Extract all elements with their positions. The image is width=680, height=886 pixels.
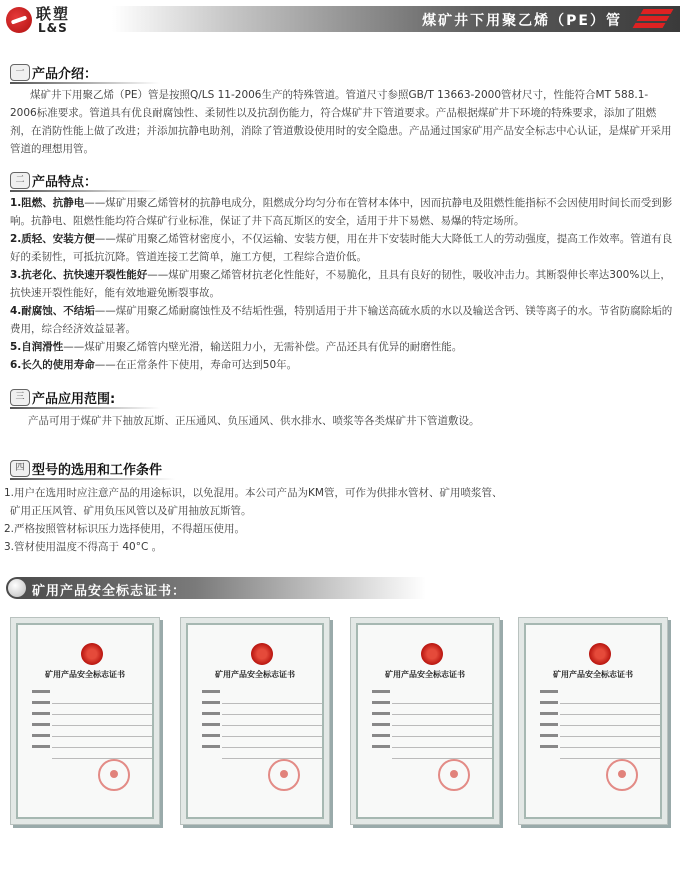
page-header [0, 0, 680, 40]
national-emblem-icon [251, 643, 273, 665]
feature-item: 6.长久的使用寿命——在正常条件下使用，寿命可达到50年。 [10, 359, 298, 371]
section-number: 三 [10, 389, 30, 406]
selection-line: 矿用正压风管、矿用负压风管以及矿用抽放瓦斯管。 [10, 505, 252, 517]
feature-item: 3.抗老化、抗快速开裂性能好——煤矿用聚乙烯管材抗老化性能好，不易脆化，且具有良好的韧性，吸收冲击力。其断裂伸长率达300%以上，抗快速开裂性能好，能有效地避免断裂事故。 [10, 269, 671, 299]
certificate-image [518, 617, 668, 825]
section-number: 四 [10, 460, 30, 477]
official-seal-icon [438, 759, 470, 791]
section-number: 二 [10, 172, 30, 189]
feature-item: 5.自润滑性——煤矿用聚乙烯管内壁光滑，输送阻力小，无需补偿。产品还具有优异的耐磨性能。 [10, 341, 463, 353]
section-number: 一 [10, 64, 30, 81]
certificate-title: 矿用产品安全标志证书 [553, 670, 633, 679]
title-bar [112, 6, 680, 32]
certificates-title: 矿用产品安全标志证书： [32, 584, 187, 599]
official-seal-icon [268, 759, 300, 791]
application-paragraph: 产品可用于煤矿井下抽放瓦斯、正压通风、负压通风、供水排水、喷浆等各类煤矿井下管道敷设。 [28, 415, 480, 427]
selection-list [4, 484, 674, 556]
selection-line: 2.严格按照管材标识压力选择使用，不得超压使用。 [4, 523, 246, 535]
national-emblem-icon [81, 643, 103, 665]
certificate-title: 矿用产品安全标志证书 [385, 670, 465, 679]
national-emblem-icon [589, 643, 611, 665]
red-stripes-icon [634, 6, 674, 32]
intro-paragraph: 煤矿井下用聚乙烯（PE）管是按照Q/LS 11-2006生产的特殊管道。管道尺寸参照GB/T 13663-2000管材尺寸，性能符合MT 588.1-2006标准要求。管道具有优良耐腐蚀性、柔韧性以及抗刮伤能力，符合煤矿井下管道要求。产品根据煤矿井下环境的特殊要求，添加了阻燃剂，在消防性能上做了改进；并添加抗静电助剂，消除了管道敷设使用时的安全隐患。产品通过国家矿用产品安全标志中心认证，是煤矿开采用管道的理想用管。 [10, 89, 672, 155]
section-title: 型号的选用和工作条件 [32, 463, 163, 478]
certificate-image [180, 617, 330, 825]
selection-line: 3.管材使用温度不得高于 40°C 。 [4, 541, 163, 553]
company-logo [6, 3, 116, 37]
features-list [10, 194, 674, 374]
certificate-title: 矿用产品安全标志证书 [215, 670, 295, 679]
section-underline [10, 190, 160, 192]
page-title: 煤矿井下用聚乙烯（PE）管 [422, 13, 622, 29]
certificate-image [10, 617, 160, 825]
feature-item: 2.质轻、安装方便——煤矿用聚乙烯管材密度小，不仅运输、安装方便，用在井下安装时能大大降低工人的劳动强度，提高工作效率。管道有良好的柔韧性，可抵抗沉降。管道连接工艺简单，施工方便，工程综合造价低。 [10, 233, 673, 263]
feature-item: 1.阻燃、抗静电——煤矿用聚乙烯管材的抗静电成分，阻燃成分均匀分布在管材本体中，因而抗静电及阻燃性能指标不会因使用时间长而受到影响。抗静电、阻燃性能均符合煤矿行业标准，保证了井下高瓦斯区的安全，适用于井下易燃、易爆的特定场所。 [10, 197, 673, 227]
certificate-image [350, 617, 500, 825]
certificates-heading [6, 577, 426, 599]
logo-emblem-icon [6, 7, 32, 33]
national-emblem-icon [421, 643, 443, 665]
section-title: 产品应用范围: [32, 392, 116, 407]
bullet-icon [8, 579, 26, 597]
official-seal-icon [98, 759, 130, 791]
logo-chinese-text: 联塑 [36, 5, 71, 23]
logo-english-text: L&S [38, 21, 68, 35]
official-seal-icon [606, 759, 638, 791]
section-underline [10, 478, 175, 480]
selection-line: 1.用户在选用时应注意产品的用途标识，以免混用。本公司产品为KM管，可作为供排水管材、矿用喷浆管、 [4, 487, 503, 499]
certificate-title: 矿用产品安全标志证书 [45, 670, 125, 679]
section-underline [10, 407, 160, 409]
section-title: 产品特点： [32, 175, 98, 190]
section-title: 产品介绍： [32, 67, 98, 82]
section-underline [10, 82, 160, 84]
feature-item: 4.耐腐蚀、不结垢——煤矿用聚乙烯耐腐蚀性及不结垢性强，特别适用于井下输送高硫水质的水以及输送含钙、镁等离子的水。节省防腐除垢的费用，综合经济效益显著。 [10, 305, 673, 335]
